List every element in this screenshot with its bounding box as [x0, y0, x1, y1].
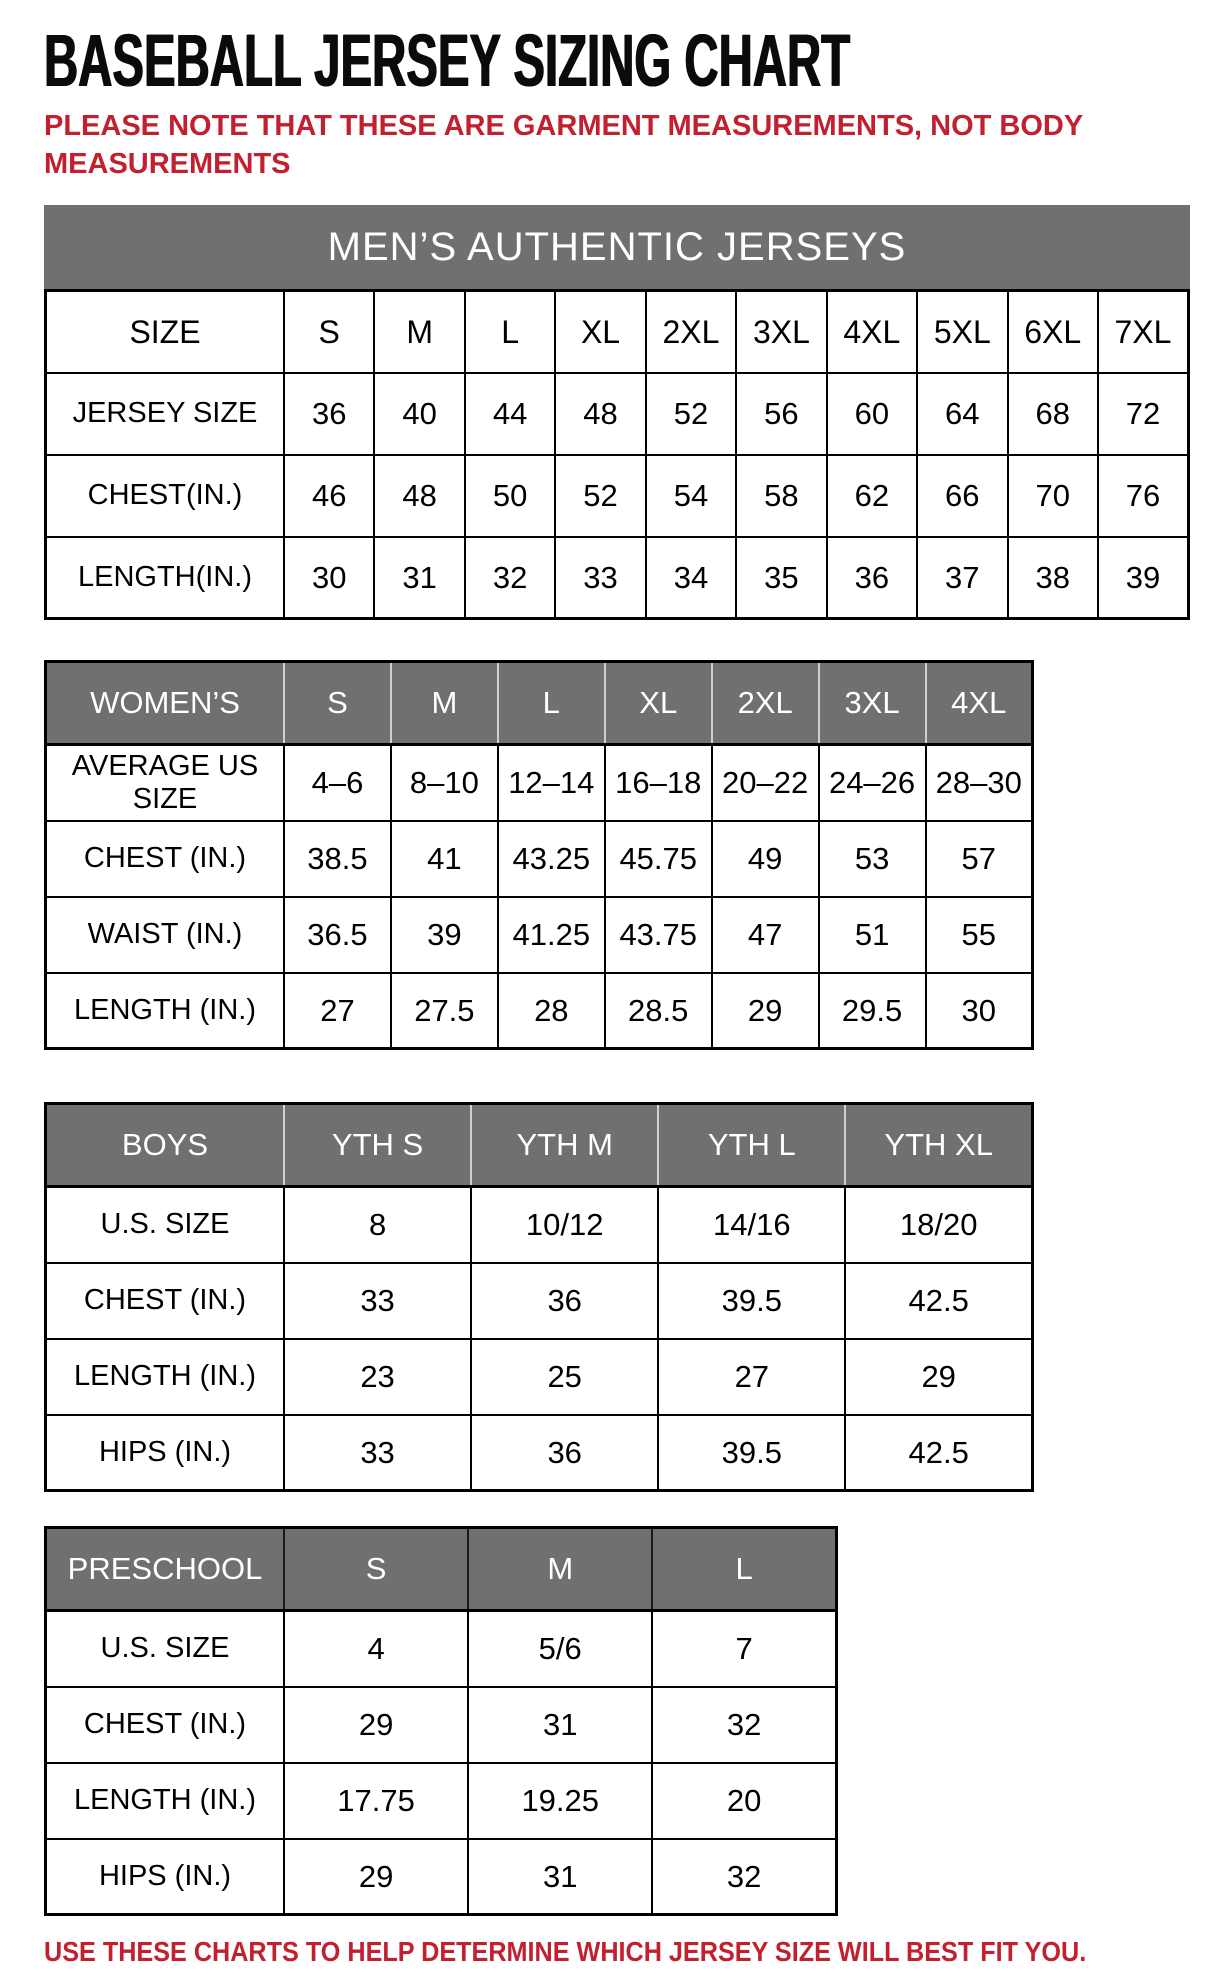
- boys-data-cell: 33: [284, 1415, 471, 1491]
- mens-data-cell: 39: [1098, 537, 1189, 619]
- mens-data-cell: 62: [827, 455, 917, 537]
- boys-header-row: [46, 1104, 1033, 1187]
- boys-sizing-table: [44, 1102, 1034, 1492]
- preschool-corner-label: PRESCHOOL: [46, 1528, 285, 1611]
- boys-table-row: [46, 1263, 1033, 1339]
- mens-data-cell: 64: [917, 373, 1007, 455]
- womens-size-header: 3XL: [819, 662, 926, 745]
- womens-data-cell: 41.25: [498, 897, 605, 973]
- mens-size-header: M: [374, 291, 464, 373]
- preschool-table-row: [46, 1687, 837, 1763]
- mens-size-header: 7XL: [1098, 291, 1189, 373]
- boys-data-cell: 42.5: [845, 1263, 1032, 1339]
- boys-row-label: LENGTH (IN.): [46, 1339, 285, 1415]
- mens-data-cell: 37: [917, 537, 1007, 619]
- boys-row-label: HIPS (IN.): [46, 1415, 285, 1491]
- womens-data-cell: 49: [712, 821, 819, 897]
- mens-corner-label: SIZE: [46, 291, 285, 373]
- preschool-data-cell: 32: [652, 1687, 836, 1763]
- mens-data-cell: 58: [736, 455, 826, 537]
- womens-size-header: M: [391, 662, 498, 745]
- boys-table-row: [46, 1415, 1033, 1491]
- womens-row-label: WAIST (IN.): [46, 897, 285, 973]
- mens-size-header: 4XL: [827, 291, 917, 373]
- mens-data-cell: 36: [827, 537, 917, 619]
- preschool-data-cell: 32: [652, 1839, 836, 1915]
- boys-data-cell: 29: [845, 1339, 1032, 1415]
- womens-data-cell: 55: [926, 897, 1033, 973]
- boys-data-cell: 39.5: [658, 1415, 845, 1491]
- preschool-table-row: [46, 1611, 837, 1687]
- mens-data-cell: 30: [284, 537, 374, 619]
- womens-data-cell: 39: [391, 897, 498, 973]
- womens-data-cell: 28.5: [605, 973, 712, 1049]
- mens-data-cell: 38: [1008, 537, 1098, 619]
- preschool-data-cell: 17.75: [284, 1763, 468, 1839]
- mens-data-cell: 50: [465, 455, 555, 537]
- mens-data-cell: 31: [374, 537, 464, 619]
- womens-data-cell: 41: [391, 821, 498, 897]
- preschool-data-cell: 20: [652, 1763, 836, 1839]
- preschool-size-header: S: [284, 1528, 468, 1611]
- mens-size-header: 2XL: [646, 291, 736, 373]
- preschool-data-cell: 4: [284, 1611, 468, 1687]
- mens-size-header: 6XL: [1008, 291, 1098, 373]
- boys-table-row: [46, 1187, 1033, 1263]
- fit-advice-note: USE THESE CHARTS TO HELP DETERMINE WHICH JERSEY SIZE WILL BEST FIT YOU.: [44, 1936, 1087, 1968]
- boys-data-cell: 36: [471, 1415, 658, 1491]
- womens-table-row: [46, 897, 1033, 973]
- womens-data-cell: 29: [712, 973, 819, 1049]
- boys-data-cell: 18/20: [845, 1187, 1032, 1263]
- boys-row-label: U.S. SIZE: [46, 1187, 285, 1263]
- mens-data-cell: 36: [284, 373, 374, 455]
- womens-data-cell: 20–22: [712, 745, 819, 821]
- mens-data-cell: 56: [736, 373, 826, 455]
- womens-data-cell: 57: [926, 821, 1033, 897]
- page-title: BASEBALL JERSEY SIZING CHART: [44, 19, 851, 102]
- womens-data-cell: 24–26: [819, 745, 926, 821]
- womens-data-cell: 27.5: [391, 973, 498, 1049]
- womens-table-row: [46, 973, 1033, 1049]
- womens-size-header: XL: [605, 662, 712, 745]
- mens-data-cell: 33: [555, 537, 645, 619]
- mens-data-cell: 46: [284, 455, 374, 537]
- boys-data-cell: 14/16: [658, 1187, 845, 1263]
- mens-table-row: [46, 373, 1189, 455]
- boys-size-header: YTH XL: [845, 1104, 1032, 1187]
- womens-data-cell: 47: [712, 897, 819, 973]
- womens-table-row: [46, 745, 1033, 821]
- womens-data-cell: 28–30: [926, 745, 1033, 821]
- womens-data-cell: 4–6: [284, 745, 391, 821]
- mens-data-cell: 35: [736, 537, 826, 619]
- boys-data-cell: 27: [658, 1339, 845, 1415]
- boys-data-cell: 42.5: [845, 1415, 1032, 1491]
- womens-data-cell: 43.25: [498, 821, 605, 897]
- mens-data-cell: 54: [646, 455, 736, 537]
- womens-row-label: AVERAGE US SIZE: [46, 745, 285, 821]
- womens-data-cell: 16–18: [605, 745, 712, 821]
- womens-row-label: CHEST (IN.): [46, 821, 285, 897]
- preschool-row-label: LENGTH (IN.): [46, 1763, 285, 1839]
- boys-data-cell: 23: [284, 1339, 471, 1415]
- garment-measurement-note: PLEASE NOTE THAT THESE ARE GARMENT MEASUREMENTS, NOT BODY MEASUREMENTS: [44, 110, 1083, 180]
- preschool-data-cell: 5/6: [468, 1611, 652, 1687]
- boys-table-row: [46, 1339, 1033, 1415]
- womens-data-cell: 27: [284, 973, 391, 1049]
- womens-data-cell: 28: [498, 973, 605, 1049]
- mens-table-row: [46, 537, 1189, 619]
- boys-data-cell: 39.5: [658, 1263, 845, 1339]
- mens-size-header: XL: [555, 291, 645, 373]
- mens-data-cell: 48: [374, 455, 464, 537]
- boys-data-cell: 25: [471, 1339, 658, 1415]
- womens-data-cell: 30: [926, 973, 1033, 1049]
- boys-row-label: CHEST (IN.): [46, 1263, 285, 1339]
- preschool-size-header: L: [652, 1528, 836, 1611]
- preschool-data-cell: 29: [284, 1687, 468, 1763]
- boys-size-header: YTH L: [658, 1104, 845, 1187]
- boys-size-header: YTH S: [284, 1104, 471, 1187]
- womens-size-header: S: [284, 662, 391, 745]
- womens-data-cell: 45.75: [605, 821, 712, 897]
- mens-data-cell: 32: [465, 537, 555, 619]
- mens-table-row: [46, 455, 1189, 537]
- mens-data-cell: 34: [646, 537, 736, 619]
- mens-row-label: LENGTH(IN.): [46, 537, 285, 619]
- womens-table-row: [46, 821, 1033, 897]
- preschool-size-header: M: [468, 1528, 652, 1611]
- mens-data-cell: 52: [646, 373, 736, 455]
- preschool-data-cell: 29: [284, 1839, 468, 1915]
- preschool-data-cell: 31: [468, 1839, 652, 1915]
- mens-table-banner: MEN’S AUTHENTIC JERSEYS: [44, 205, 1190, 289]
- womens-data-cell: 12–14: [498, 745, 605, 821]
- preschool-row-label: U.S. SIZE: [46, 1611, 285, 1687]
- womens-corner-label: WOMEN’S: [46, 662, 285, 745]
- mens-data-cell: 44: [465, 373, 555, 455]
- womens-sizing-table: [44, 660, 1034, 1050]
- mens-data-cell: 76: [1098, 455, 1189, 537]
- womens-data-cell: 53: [819, 821, 926, 897]
- mens-data-cell: 66: [917, 455, 1007, 537]
- womens-header-row: [46, 662, 1033, 745]
- boys-data-cell: 10/12: [471, 1187, 658, 1263]
- womens-data-cell: 51: [819, 897, 926, 973]
- mens-data-cell: 70: [1008, 455, 1098, 537]
- mens-data-cell: 68: [1008, 373, 1098, 455]
- boys-data-cell: 33: [284, 1263, 471, 1339]
- preschool-header-row: [46, 1528, 837, 1611]
- mens-data-cell: 52: [555, 455, 645, 537]
- womens-data-cell: 36.5: [284, 897, 391, 973]
- mens-data-cell: 60: [827, 373, 917, 455]
- mens-sizing-table: [44, 289, 1190, 620]
- womens-size-header: 4XL: [926, 662, 1033, 745]
- mens-data-cell: 40: [374, 373, 464, 455]
- womens-data-cell: 43.75: [605, 897, 712, 973]
- mens-data-cell: 48: [555, 373, 645, 455]
- womens-data-cell: 29.5: [819, 973, 926, 1049]
- preschool-table-row: [46, 1839, 837, 1915]
- preschool-data-cell: 31: [468, 1687, 652, 1763]
- boys-corner-label: BOYS: [46, 1104, 285, 1187]
- womens-data-cell: 8–10: [391, 745, 498, 821]
- mens-row-label: CHEST(IN.): [46, 455, 285, 537]
- mens-data-cell: 72: [1098, 373, 1189, 455]
- preschool-data-cell: 19.25: [468, 1763, 652, 1839]
- boys-data-cell: 8: [284, 1187, 471, 1263]
- boys-data-cell: 36: [471, 1263, 658, 1339]
- preschool-row-label: HIPS (IN.): [46, 1839, 285, 1915]
- womens-data-cell: 38.5: [284, 821, 391, 897]
- mens-size-header: 3XL: [736, 291, 826, 373]
- mens-row-label: JERSEY SIZE: [46, 373, 285, 455]
- womens-size-header: L: [498, 662, 605, 745]
- preschool-sizing-table: [44, 1526, 838, 1916]
- mens-size-header: 5XL: [917, 291, 1007, 373]
- mens-size-header: S: [284, 291, 374, 373]
- boys-size-header: YTH M: [471, 1104, 658, 1187]
- preschool-data-cell: 7: [652, 1611, 836, 1687]
- womens-row-label: LENGTH (IN.): [46, 973, 285, 1049]
- preschool-row-label: CHEST (IN.): [46, 1687, 285, 1763]
- womens-size-header: 2XL: [712, 662, 819, 745]
- preschool-table-row: [46, 1763, 837, 1839]
- mens-size-header: L: [465, 291, 555, 373]
- mens-header-row: [46, 291, 1189, 373]
